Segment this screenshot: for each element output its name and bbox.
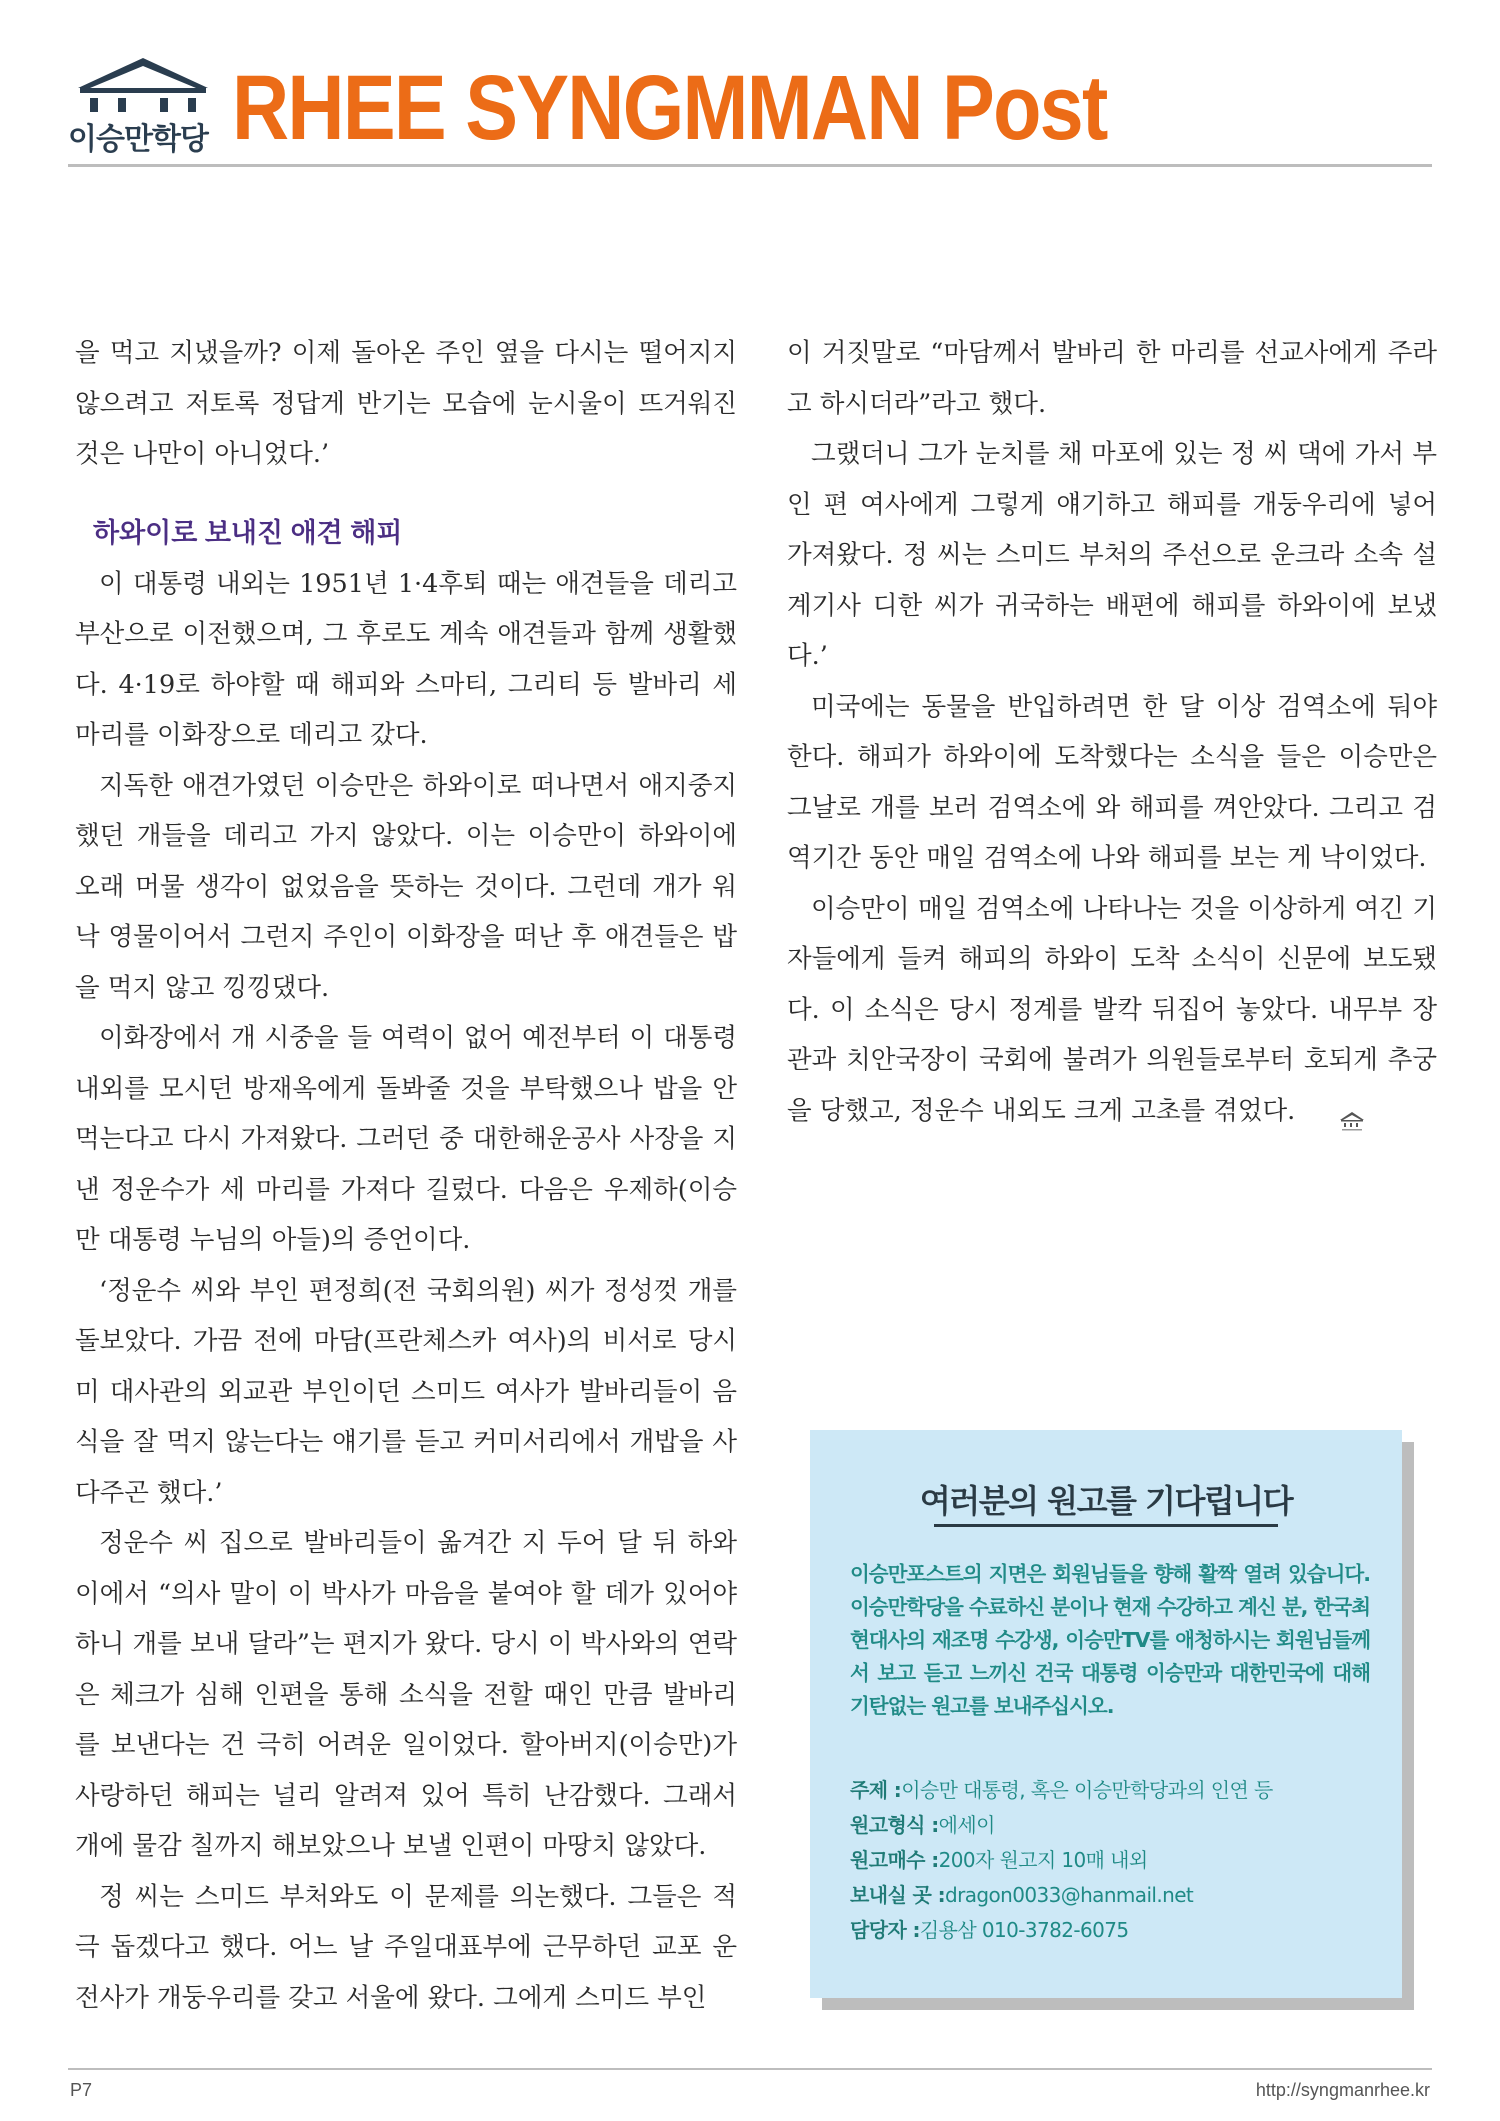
detail-format: 원고형식 :에세이 (850, 1813, 995, 1837)
detail-topic: 주제 :이승만 대통령, 혹은 이승만학당과의 인연 등 (850, 1778, 1273, 1802)
end-mark-logo-icon (1313, 1100, 1343, 1124)
call-box-details (850, 1773, 1390, 1948)
header-divider (68, 164, 1432, 167)
paragraph: 이화장에서 개 시중을 들 여력이 없어 예전부터 이 대통령 내외를 모시던 방재옥에게 돌봐줄 것을 부탁했으나 밥을 안 먹는다고 다시 가져왔다. 그러던 중 대한해운공사 사장을 지낸 정운수가 세 마리를 가져다 길렀다. 다음은 우제하(이승만 대통령 누님의 아들)의 증언이다. (75, 1023, 737, 1255)
detail-send-to: 보내실 곳 :dragon0033@hanmail.net (850, 1883, 1194, 1907)
call-box-title-underline (934, 1524, 1278, 1527)
paragraph: 정 씨는 스미드 부처와도 이 문제를 의논했다. 그들은 적극 돕겠다고 했다. 어느 날 주일대표부에 근무하던 교포 운전사가 개둥우리를 갖고 서울에 왔다. 그에게 스미드 부인 (75, 1881, 737, 2013)
page-number: P7 (70, 2080, 93, 2100)
paragraph: 그랬더니 그가 눈치를 채 마포에 있는 정 씨 댁에 가서 부인 편 여사에게 그렇게 얘기하고 해피를 개둥우리에 넣어 가져왔다. 정 씨는 스미드 부처의 주선으로 운크라 소속 설계기사 디한 씨가 귀국하는 배편에 해피를 하와이에 보냈다.’ (787, 439, 1438, 671)
footer-divider (68, 2068, 1432, 2070)
left-column (75, 328, 737, 2023)
email-link[interactable]: dragon0033@hanmail.net (945, 1883, 1194, 1907)
paragraph: 정운수 씨 집으로 발바리들이 옮겨간 지 두어 달 뒤 하와이에서 “의사 말이 이 박사가 마음을 붙여야 할 데가 있어야 하니 개를 보내 달라”는 편지가 왔다. 당시 이 박사와의 연락은 체크가 심해 인편을 통해 소식을 전할 때인 만큼 발바리를 보낸다는 건 극히 어려운 일이었다. 할아버지(이승만)가 사랑하던 해피는 널리 알려져 있어 특히 난감했다. 그래서 개에 물감 칠까지 해보았으나 보낼 인편이 마땅치 않았다. (75, 1528, 737, 1861)
paragraph (787, 884, 1437, 1137)
detail-contact: 담당자 :김용삼 010-3782-6075 (850, 1918, 1129, 1942)
paragraph: 이 거짓말로 “마담께서 발바리 한 마리를 선교사에게 주라고 하시더라”라고 했다. (787, 338, 1437, 419)
masthead-title: RHEE SYNGMMAN Post (232, 57, 1107, 159)
paragraph: 이 대통령 내외는 1951년 1·4후퇴 때는 애견들을 데리고 부산으로 이전했으며, 그 후로도 계속 애견들과 함께 생활했다. 4·19로 하야할 때 해피와 스마티, 그리티 등 발바리 세 마리를 이화장으로 데리고 갔다. (75, 568, 737, 750)
call-box-title: 여러분의 원고를 기다립니다 (919, 1482, 1293, 1520)
call-for-submissions-box (810, 1430, 1402, 1998)
logo-text: 이승만학당 (68, 122, 208, 157)
paragraph: 미국에는 동물을 반입하려면 한 달 이상 검역소에 둬야 한다. 해피가 하와이에 도착했다는 소식을 들은 이승만은 그날로 개를 보러 검역소에 와 해피를 껴안았다. 그리고 검역기간 동안 매일 검역소에 나와 해피를 보는 게 낙이었다. (787, 691, 1437, 873)
right-column (787, 328, 1437, 1136)
detail-length: 원고매수 :200자 원고지 10매 내외 (850, 1848, 1148, 1872)
paragraph: 을 먹고 지냈을까? 이제 돌아온 주인 옆을 다시는 떨어지지 않으려고 저토록 정답게 반기는 모습에 눈시울이 뜨거워진 것은 나만이 아니었다.’ (75, 338, 737, 469)
footer-url-link[interactable]: http://syngmanrhee.kr (1255, 2080, 1430, 2100)
call-box-body: 이승만포스트의 지면은 회원님들을 향해 활짝 열려 있습니다. 이승만학당을 수료하신 분이나 현재 수강하고 계신 분, 한국최현대사의 재조명 수강생, 이승만TV를 애청하시는 회원님들께서 보고 듣고 느끼신 건국 대통령 이승만과 대한민국에 대해 기탄없는 원고를 보내주십시오. (850, 1562, 1370, 1718)
paragraph: ‘정운수 씨와 부인 편정희(전 국회의원) 씨가 정성껏 개를 돌보았다. 가끔 전에 마담(프란체스카 여사)의 비서로 당시 미 대사관의 외교관 부인이던 스미드 여사가 발바리들이 음식을 잘 먹지 않는다는 얘기를 듣고 커미서리에서 개밥을 사다주곤 했다.’ (75, 1275, 737, 1508)
paragraph: 지독한 애견가였던 이승만은 하와이로 떠나면서 애지중지했던 개들을 데리고 가지 않았다. 이는 이승만이 하와이에 오래 머물 생각이 없었음을 뜻하는 것이다. 그런데 개가 워낙 영물이어서 그런지 주인이 이화장을 떠난 후 애견들은 밥을 먹지 않고 낑낑댔다. (75, 770, 737, 1003)
section-heading: 하와이로 보내진 애견 해피 (93, 517, 403, 548)
paragraph-text: 이승만이 매일 검역소에 나타나는 것을 이상하게 여긴 기자들에게 들켜 해피의 하와이 도착 소식이 신문에 보도됐다. 이 소식은 당시 정계를 발칵 뒤집어 놓았다. 내무부 장관과 치안국장이 국회에 불려가 의원들로부터 호되게 추궁을 당했고, 정운수 내외도 크게 고초를 겪었다. (787, 893, 1437, 1126)
